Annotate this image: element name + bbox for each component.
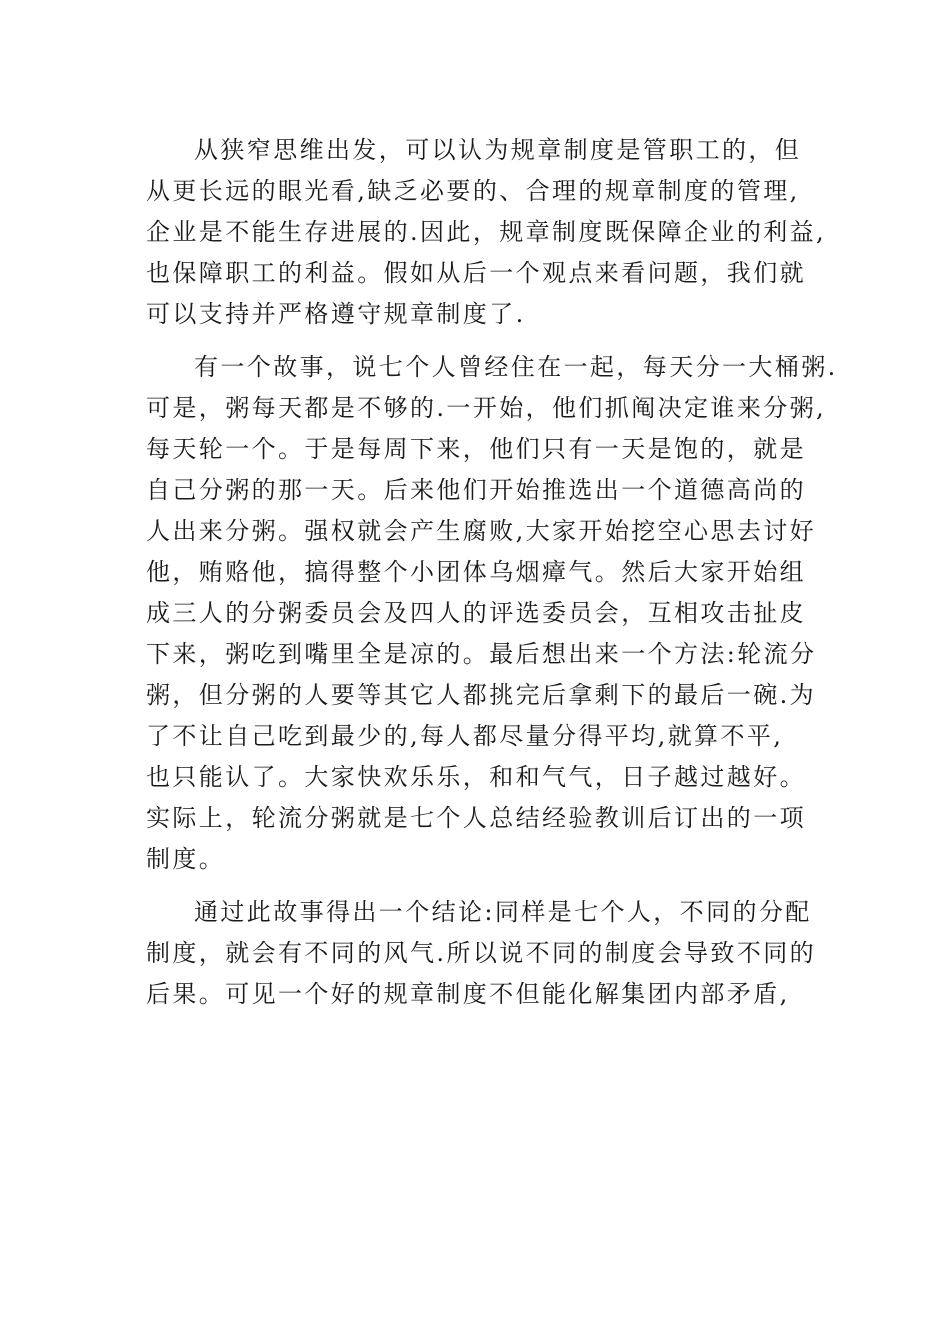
text-line: 可是，粥每天都是不够的.一开始，他们抓阄决定谁来分粥, bbox=[146, 394, 827, 422]
text-line: 成三人的分粥委员会及四人的评选委员会，互相攻击扯皮 bbox=[146, 599, 806, 627]
text-line: 他，贿赂他，搞得整个小团体乌烟瘴气。然后大家开始组 bbox=[146, 558, 806, 586]
text-line: 从更长远的眼光看,缺乏必要的、合理的规章制度的管理, bbox=[146, 177, 800, 205]
text-line: 粥，但分粥的人要等其它人都挑完后拿剩下的最后一碗.为 bbox=[146, 681, 817, 709]
document-body bbox=[146, 130, 838, 1015]
text-line: 后果。可见一个好的规章制度不但能化解集团内部矛盾, bbox=[146, 980, 790, 1008]
text-line: 人出来分粥。强权就会产生腐败,大家开始挖空心思去讨好 bbox=[146, 517, 817, 545]
paragraph-gap bbox=[146, 880, 826, 892]
paragraph-1 bbox=[146, 130, 826, 335]
text-line: 实际上，轮流分粥就是七个人总结经验教训后订出的一项 bbox=[146, 804, 806, 832]
text-line: 也只能认了。大家快欢乐乐，和和气气，日子越过越好。 bbox=[146, 763, 806, 791]
text-line: 通过此故事得出一个结论:同样是七个人，不同的分配 bbox=[194, 898, 812, 926]
paragraph-3 bbox=[146, 892, 826, 1015]
text-line: 企业是不能生存进展的.因此，规章制度既保障企业的利益, bbox=[146, 218, 827, 246]
paragraph-gap bbox=[146, 335, 826, 347]
text-line: 有一个故事，说七个人曾经住在一起，每天分一大桶粥. bbox=[194, 353, 838, 381]
text-line: 下来，粥吃到嘴里全是凉的。最后想出来一个方法:轮流分 bbox=[146, 640, 817, 668]
text-line: 自己分粥的那一天。后来他们开始推选出一个道德高尚的 bbox=[146, 476, 806, 504]
paragraph-2 bbox=[146, 347, 838, 880]
text-line: 制度。 bbox=[146, 845, 226, 873]
text-line: 可以支持并严格遵守规章制度了. bbox=[146, 300, 526, 328]
text-line: 了不让自己吃到最少的,每人都尽量分得平均,就算不平, bbox=[146, 722, 784, 750]
text-line: 制度，就会有不同的风气.所以说不同的制度会导致不同的 bbox=[146, 939, 817, 967]
text-line: 从狭窄思维出发，可以认为规章制度是管职工的，但 bbox=[194, 136, 802, 164]
text-line: 也保障职工的利益。假如从后一个观点来看问题，我们就 bbox=[146, 259, 806, 287]
text-line: 每天轮一个。于是每周下来，他们只有一天是饱的，就是 bbox=[146, 435, 806, 463]
